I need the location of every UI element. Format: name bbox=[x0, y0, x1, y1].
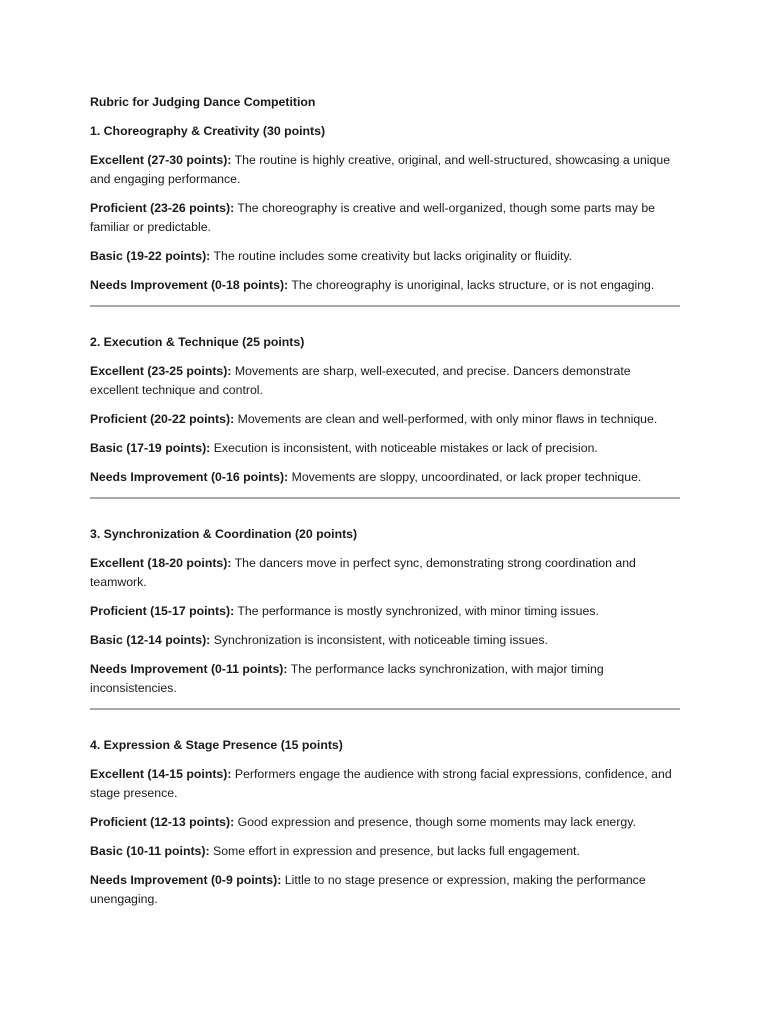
criterion-basic bbox=[90, 631, 680, 650]
level-description: Performers engage the audience with strong facial expressions, confidence, and stage presence. bbox=[90, 767, 672, 800]
level-label: Needs Improvement (0-9 points): bbox=[90, 873, 282, 887]
section-divider bbox=[90, 305, 680, 307]
criterion-basic bbox=[90, 842, 680, 861]
level-description: Movements are sharp, well-executed, and precise. Dancers demonstrate excellent technique and control. bbox=[90, 364, 631, 397]
criterion-proficient bbox=[90, 199, 680, 237]
level-description: Movements are sloppy, uncoordinated, or lack proper technique. bbox=[291, 470, 642, 484]
criterion-needs-improvement bbox=[90, 660, 680, 698]
level-label: Excellent (18-20 points): bbox=[90, 556, 232, 570]
criterion-excellent bbox=[90, 151, 680, 189]
criterion-needs-improvement bbox=[90, 871, 680, 909]
criterion-needs-improvement bbox=[90, 276, 680, 295]
document-page bbox=[90, 93, 680, 919]
level-label: Needs Improvement (0-11 points): bbox=[90, 662, 288, 676]
criterion-proficient bbox=[90, 410, 680, 429]
level-label: Excellent (27-30 points): bbox=[90, 153, 232, 167]
document-title: Rubric for Judging Dance Competition bbox=[90, 95, 316, 109]
level-description: Some effort in expression and presence, but lacks full engagement. bbox=[213, 844, 580, 858]
criterion-basic bbox=[90, 247, 680, 266]
level-description: Movements are clean and well-performed, with only minor flaws in technique. bbox=[237, 412, 658, 426]
level-description: The choreography is unoriginal, lacks structure, or is not engaging. bbox=[291, 278, 655, 292]
level-description: Good expression and presence, though some moments may lack energy. bbox=[237, 815, 636, 829]
level-description: The performance is mostly synchronized, with minor timing issues. bbox=[237, 604, 599, 618]
level-description: The routine is highly creative, original, and well-structured, showcasing a unique and engaging performance. bbox=[90, 153, 671, 186]
section-execution bbox=[90, 333, 680, 487]
level-description: The performance lacks synchronization, with major timing inconsistencies. bbox=[90, 662, 604, 695]
criterion-basic bbox=[90, 439, 680, 458]
level-label: Needs Improvement (0-16 points): bbox=[90, 470, 289, 484]
level-label: Proficient (23-26 points): bbox=[90, 201, 235, 215]
level-label: Excellent (14-15 points): bbox=[90, 767, 232, 781]
level-description: Little to no stage presence or expression, making the performance unengaging. bbox=[90, 873, 646, 906]
section-expression bbox=[90, 736, 680, 909]
section-heading: 2. Execution & Technique (25 points) bbox=[90, 335, 305, 349]
section-heading: 1. Choreography & Creativity (30 points) bbox=[90, 124, 326, 138]
section-choreography bbox=[90, 122, 680, 295]
level-description: The choreography is creative and well-organized, though some parts may be familiar or predictable. bbox=[90, 201, 656, 234]
level-label: Basic (19-22 points): bbox=[90, 249, 211, 263]
level-label: Needs Improvement (0-18 points): bbox=[90, 278, 289, 292]
level-label: Proficient (12-13 points): bbox=[90, 815, 235, 829]
section-divider bbox=[90, 708, 680, 710]
section-heading: 3. Synchronization & Coordination (20 points) bbox=[90, 527, 358, 541]
criterion-excellent bbox=[90, 765, 680, 803]
level-label: Basic (10-11 points): bbox=[90, 844, 210, 858]
criterion-proficient bbox=[90, 813, 680, 832]
section-divider bbox=[90, 497, 680, 499]
section-heading: 4. Expression & Stage Presence (15 points) bbox=[90, 738, 343, 752]
level-label: Basic (12-14 points): bbox=[90, 633, 211, 647]
level-label: Excellent (23-25 points): bbox=[90, 364, 232, 378]
level-description: The routine includes some creativity but lacks originality or fluidity. bbox=[213, 249, 573, 263]
criterion-proficient bbox=[90, 602, 680, 621]
level-label: Basic (17-19 points): bbox=[90, 441, 211, 455]
level-label: Proficient (20-22 points): bbox=[90, 412, 235, 426]
level-label: Proficient (15-17 points): bbox=[90, 604, 235, 618]
criterion-excellent bbox=[90, 554, 680, 592]
criterion-needs-improvement bbox=[90, 468, 680, 487]
criterion-excellent bbox=[90, 362, 680, 400]
level-description: Synchronization is inconsistent, with noticeable timing issues. bbox=[213, 633, 548, 647]
section-synchronization bbox=[90, 525, 680, 698]
level-description: Execution is inconsistent, with noticeable mistakes or lack of precision. bbox=[213, 441, 598, 455]
level-description: The dancers move in perfect sync, demonstrating strong coordination and teamwork. bbox=[90, 556, 636, 589]
